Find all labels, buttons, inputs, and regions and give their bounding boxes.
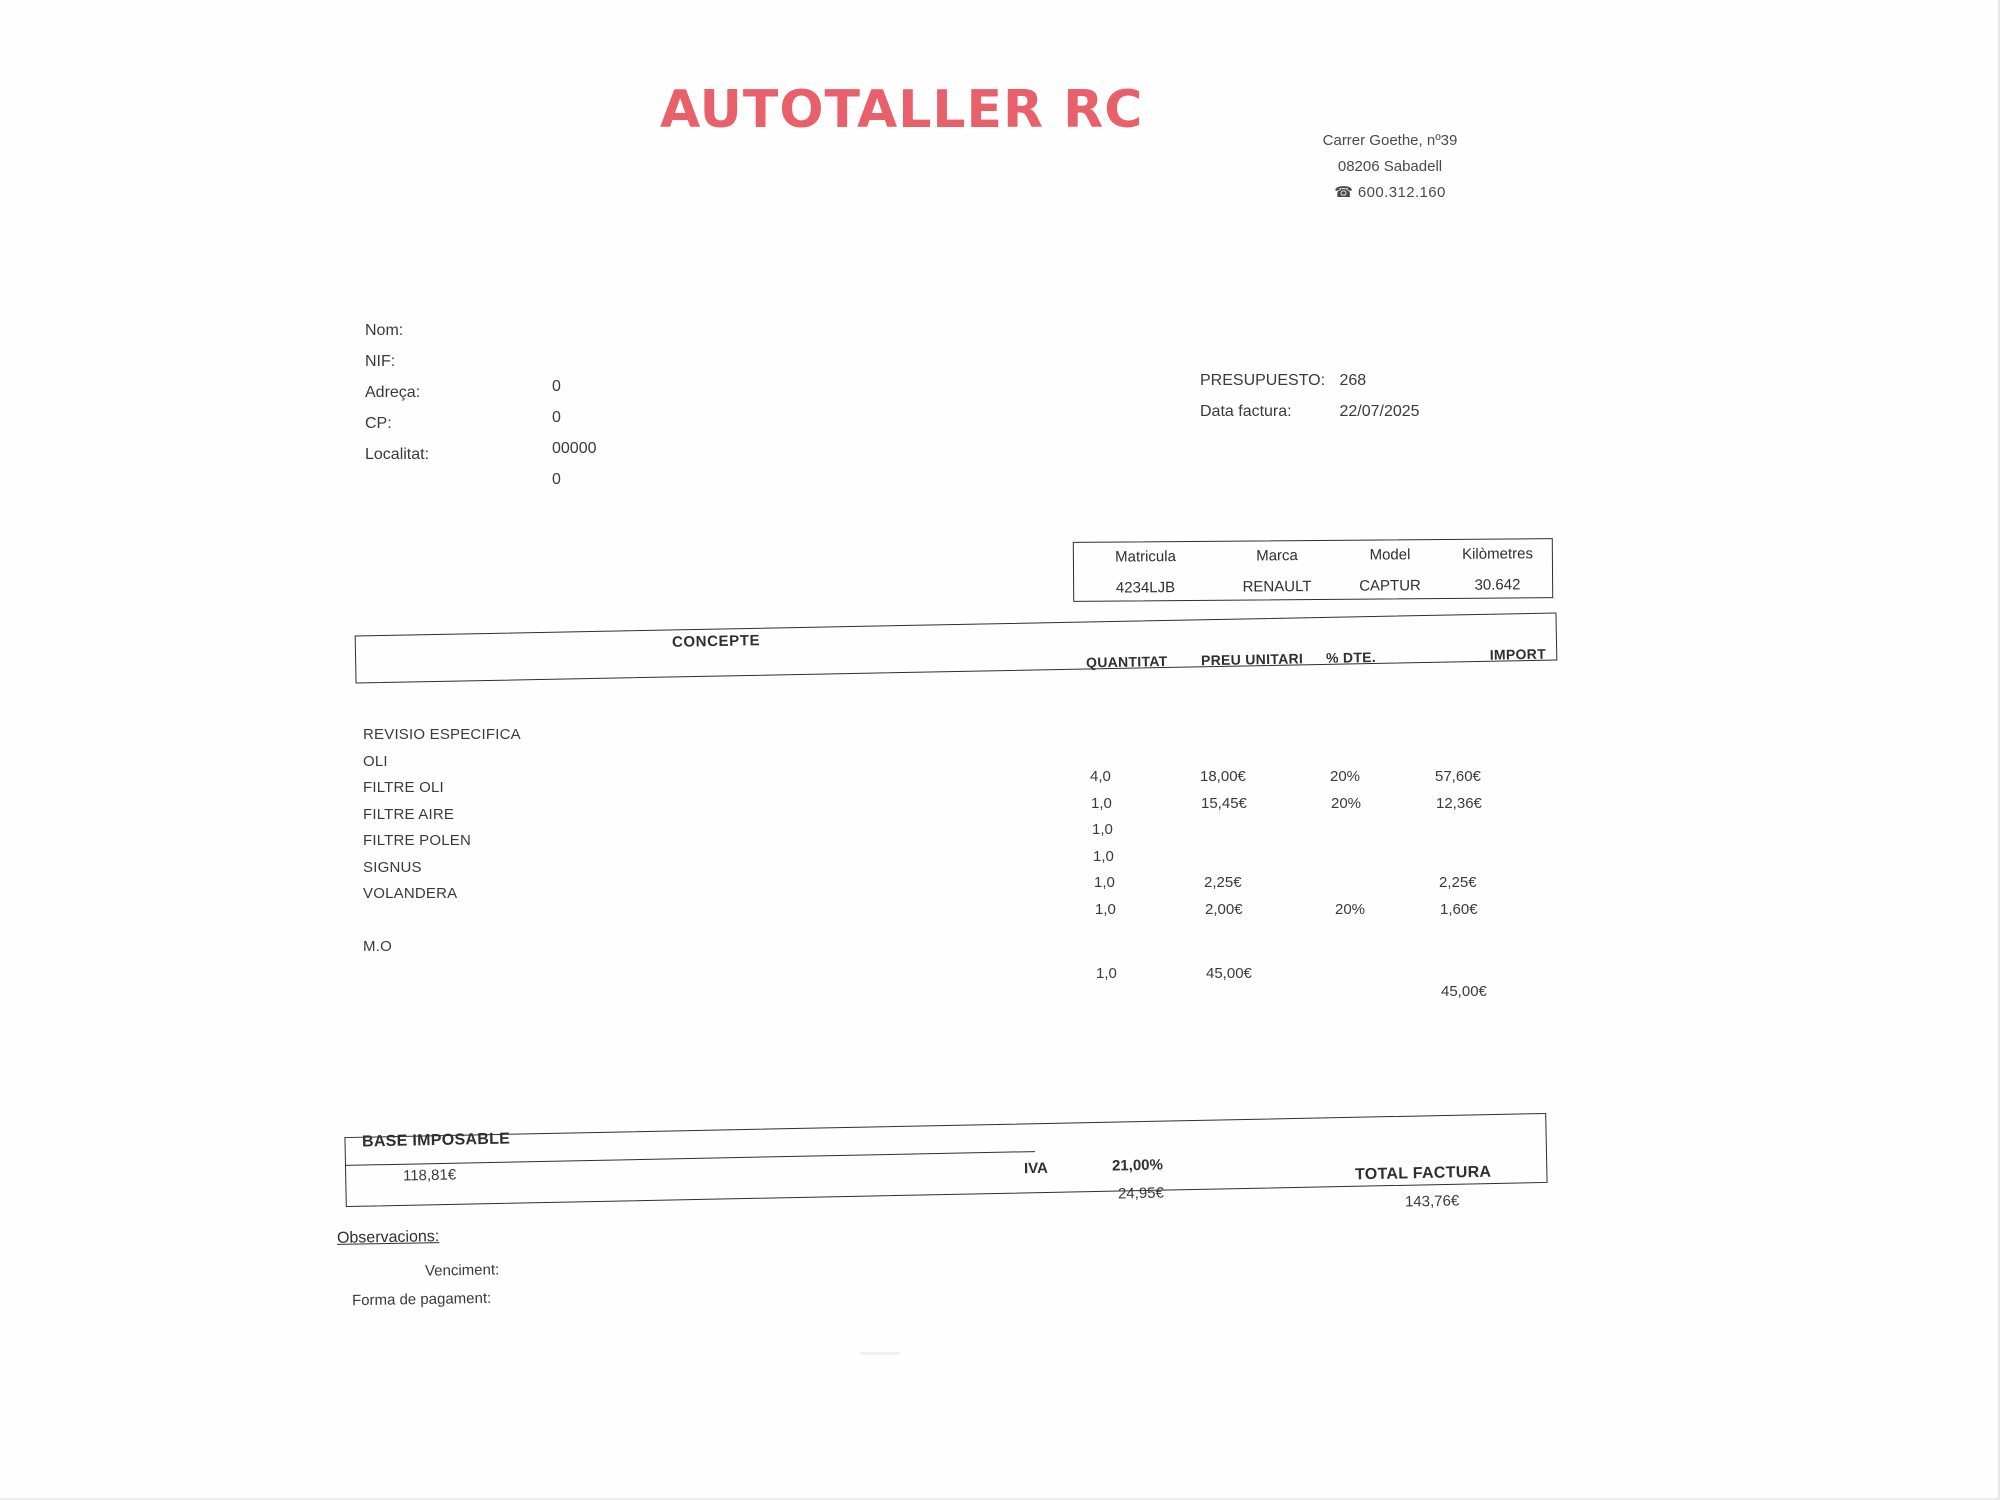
cell-preu-unitari: 45,00€: [1206, 965, 1252, 982]
label-localitat: Localitat:: [365, 446, 430, 463]
label-adreca: Adreça:: [365, 384, 421, 401]
presupuesto-label: PRESUPUESTO:: [1200, 372, 1326, 389]
cell-quantitat: 1,0: [1092, 821, 1113, 838]
value-cp: 00000: [552, 440, 597, 457]
scan-artifact: [860, 1352, 900, 1355]
cell-quantitat: 4,0: [1090, 768, 1111, 785]
base-imposable-value: 118,81€: [402, 1166, 457, 1185]
cell-preu-unitari: 2,25€: [1204, 874, 1242, 891]
table-row: [1092, 821, 1546, 848]
observations-forma-pagament: Forma de pagament:: [351, 1289, 492, 1310]
cell-preu-unitari: 15,45€: [1201, 794, 1247, 812]
cell-quantitat: 1,0: [1091, 794, 1112, 812]
customer-labels: [365, 315, 429, 470]
vehicle-value-marca: RENAULT: [1242, 578, 1312, 596]
table-spacer: [1090, 927, 1546, 965]
table-row: [1093, 848, 1546, 875]
label-nif: NIF:: [365, 353, 396, 370]
list-item: M.O: [363, 937, 392, 955]
company-phone: ☎ 600.312.160: [1334, 184, 1446, 201]
table-row: [1094, 874, 1546, 901]
cell-import: 57,60€: [1435, 768, 1481, 785]
list-item: OLI: [363, 752, 388, 770]
value-adreca: 0: [552, 409, 561, 426]
value-nom: [552, 340, 597, 371]
value-nif: 0: [552, 378, 561, 395]
table-row: [1096, 965, 1546, 1000]
invoice-date-label: Data factura:: [1200, 403, 1292, 420]
concept-header-label: CONCEPTE: [671, 632, 761, 651]
cell-quantitat: 1,0: [1093, 847, 1114, 865]
cell-preu-unitari: 2,00€: [1205, 900, 1243, 918]
column-header-quantitat: QUANTITAT: [1085, 652, 1168, 671]
list-item: REVISIO ESPECIFICA: [363, 726, 521, 743]
vehicle-header-kilometres: Kilòmetres: [1461, 545, 1533, 563]
cell-dte: 20%: [1335, 900, 1366, 918]
base-imposable-label: BASE IMPOSABLE: [361, 1130, 511, 1151]
vehicle-value-model: CAPTUR: [1359, 577, 1421, 595]
company-address-line1: Carrer Goethe, nº39: [1322, 132, 1458, 149]
cell-import: 45,00€: [1441, 983, 1487, 1000]
invoice-date-row: [1200, 396, 1420, 427]
cell-quantitat: 1,0: [1094, 874, 1115, 891]
company-name: AUTOTALLER RC: [660, 80, 1144, 140]
list-spacer: [363, 908, 521, 934]
cell-import: 12,36€: [1436, 794, 1482, 812]
list-item: FILTRE OLI: [363, 779, 444, 796]
iva-percent: 21,00%: [1111, 1156, 1164, 1175]
total-factura-value: 143,76€: [1404, 1192, 1460, 1211]
invoice-meta: [1200, 365, 1420, 427]
list-item: FILTRE AIRE: [363, 805, 455, 823]
cell-quantitat: 1,0: [1096, 965, 1117, 982]
label-nom: Nom:: [365, 322, 404, 339]
cell-quantitat: 1,0: [1095, 900, 1116, 918]
line-item-values: [1090, 768, 1546, 1000]
list-item: SIGNUS: [363, 858, 422, 876]
table-row: [1095, 901, 1546, 928]
list-item: FILTRE POLEN: [363, 832, 471, 849]
totals-box: [344, 1113, 1547, 1207]
table-row: [1090, 768, 1546, 795]
column-header-dte: % DTE.: [1325, 648, 1377, 666]
iva-label: IVA: [1023, 1159, 1049, 1178]
cell-import: 1,60€: [1440, 900, 1478, 918]
presupuesto-value: 268: [1339, 372, 1367, 389]
customer-values: [552, 340, 597, 495]
vehicle-value-kilometres: 30.642: [1474, 576, 1521, 594]
presupuesto-row: [1200, 365, 1420, 396]
cell-dte: 20%: [1330, 768, 1361, 785]
invoice-date-value: 22/07/2025: [1339, 403, 1420, 420]
vehicle-header-matricula: Matricula: [1115, 548, 1176, 566]
vehicle-header-model: Model: [1369, 546, 1411, 564]
list-item: VOLANDERA: [363, 885, 458, 902]
value-localitat: 0: [552, 471, 561, 488]
label-cp: CP:: [365, 415, 392, 432]
cell-import: 2,25€: [1439, 874, 1477, 891]
total-factura-label: TOTAL FACTURA: [1354, 1163, 1492, 1184]
company-address-line2: 08206 Sabadell: [1337, 158, 1443, 175]
observations-title: Observacions:: [336, 1228, 440, 1247]
iva-value: 24,95€: [1117, 1184, 1165, 1203]
column-header-preu-unitari: PREU UNITARI: [1200, 650, 1304, 669]
column-header-import: IMPORT: [1489, 645, 1547, 663]
vehicle-value-matricula: 4234LJB: [1115, 579, 1176, 597]
line-item-concepts: [363, 722, 521, 960]
cell-preu-unitari: 18,00€: [1200, 768, 1246, 785]
cell-dte: 20%: [1331, 794, 1362, 812]
observations-venciment: Venciment:: [424, 1261, 500, 1280]
vehicle-header-marca: Marca: [1256, 547, 1298, 565]
company-address: [1255, 128, 1525, 206]
table-row: [1091, 795, 1546, 822]
